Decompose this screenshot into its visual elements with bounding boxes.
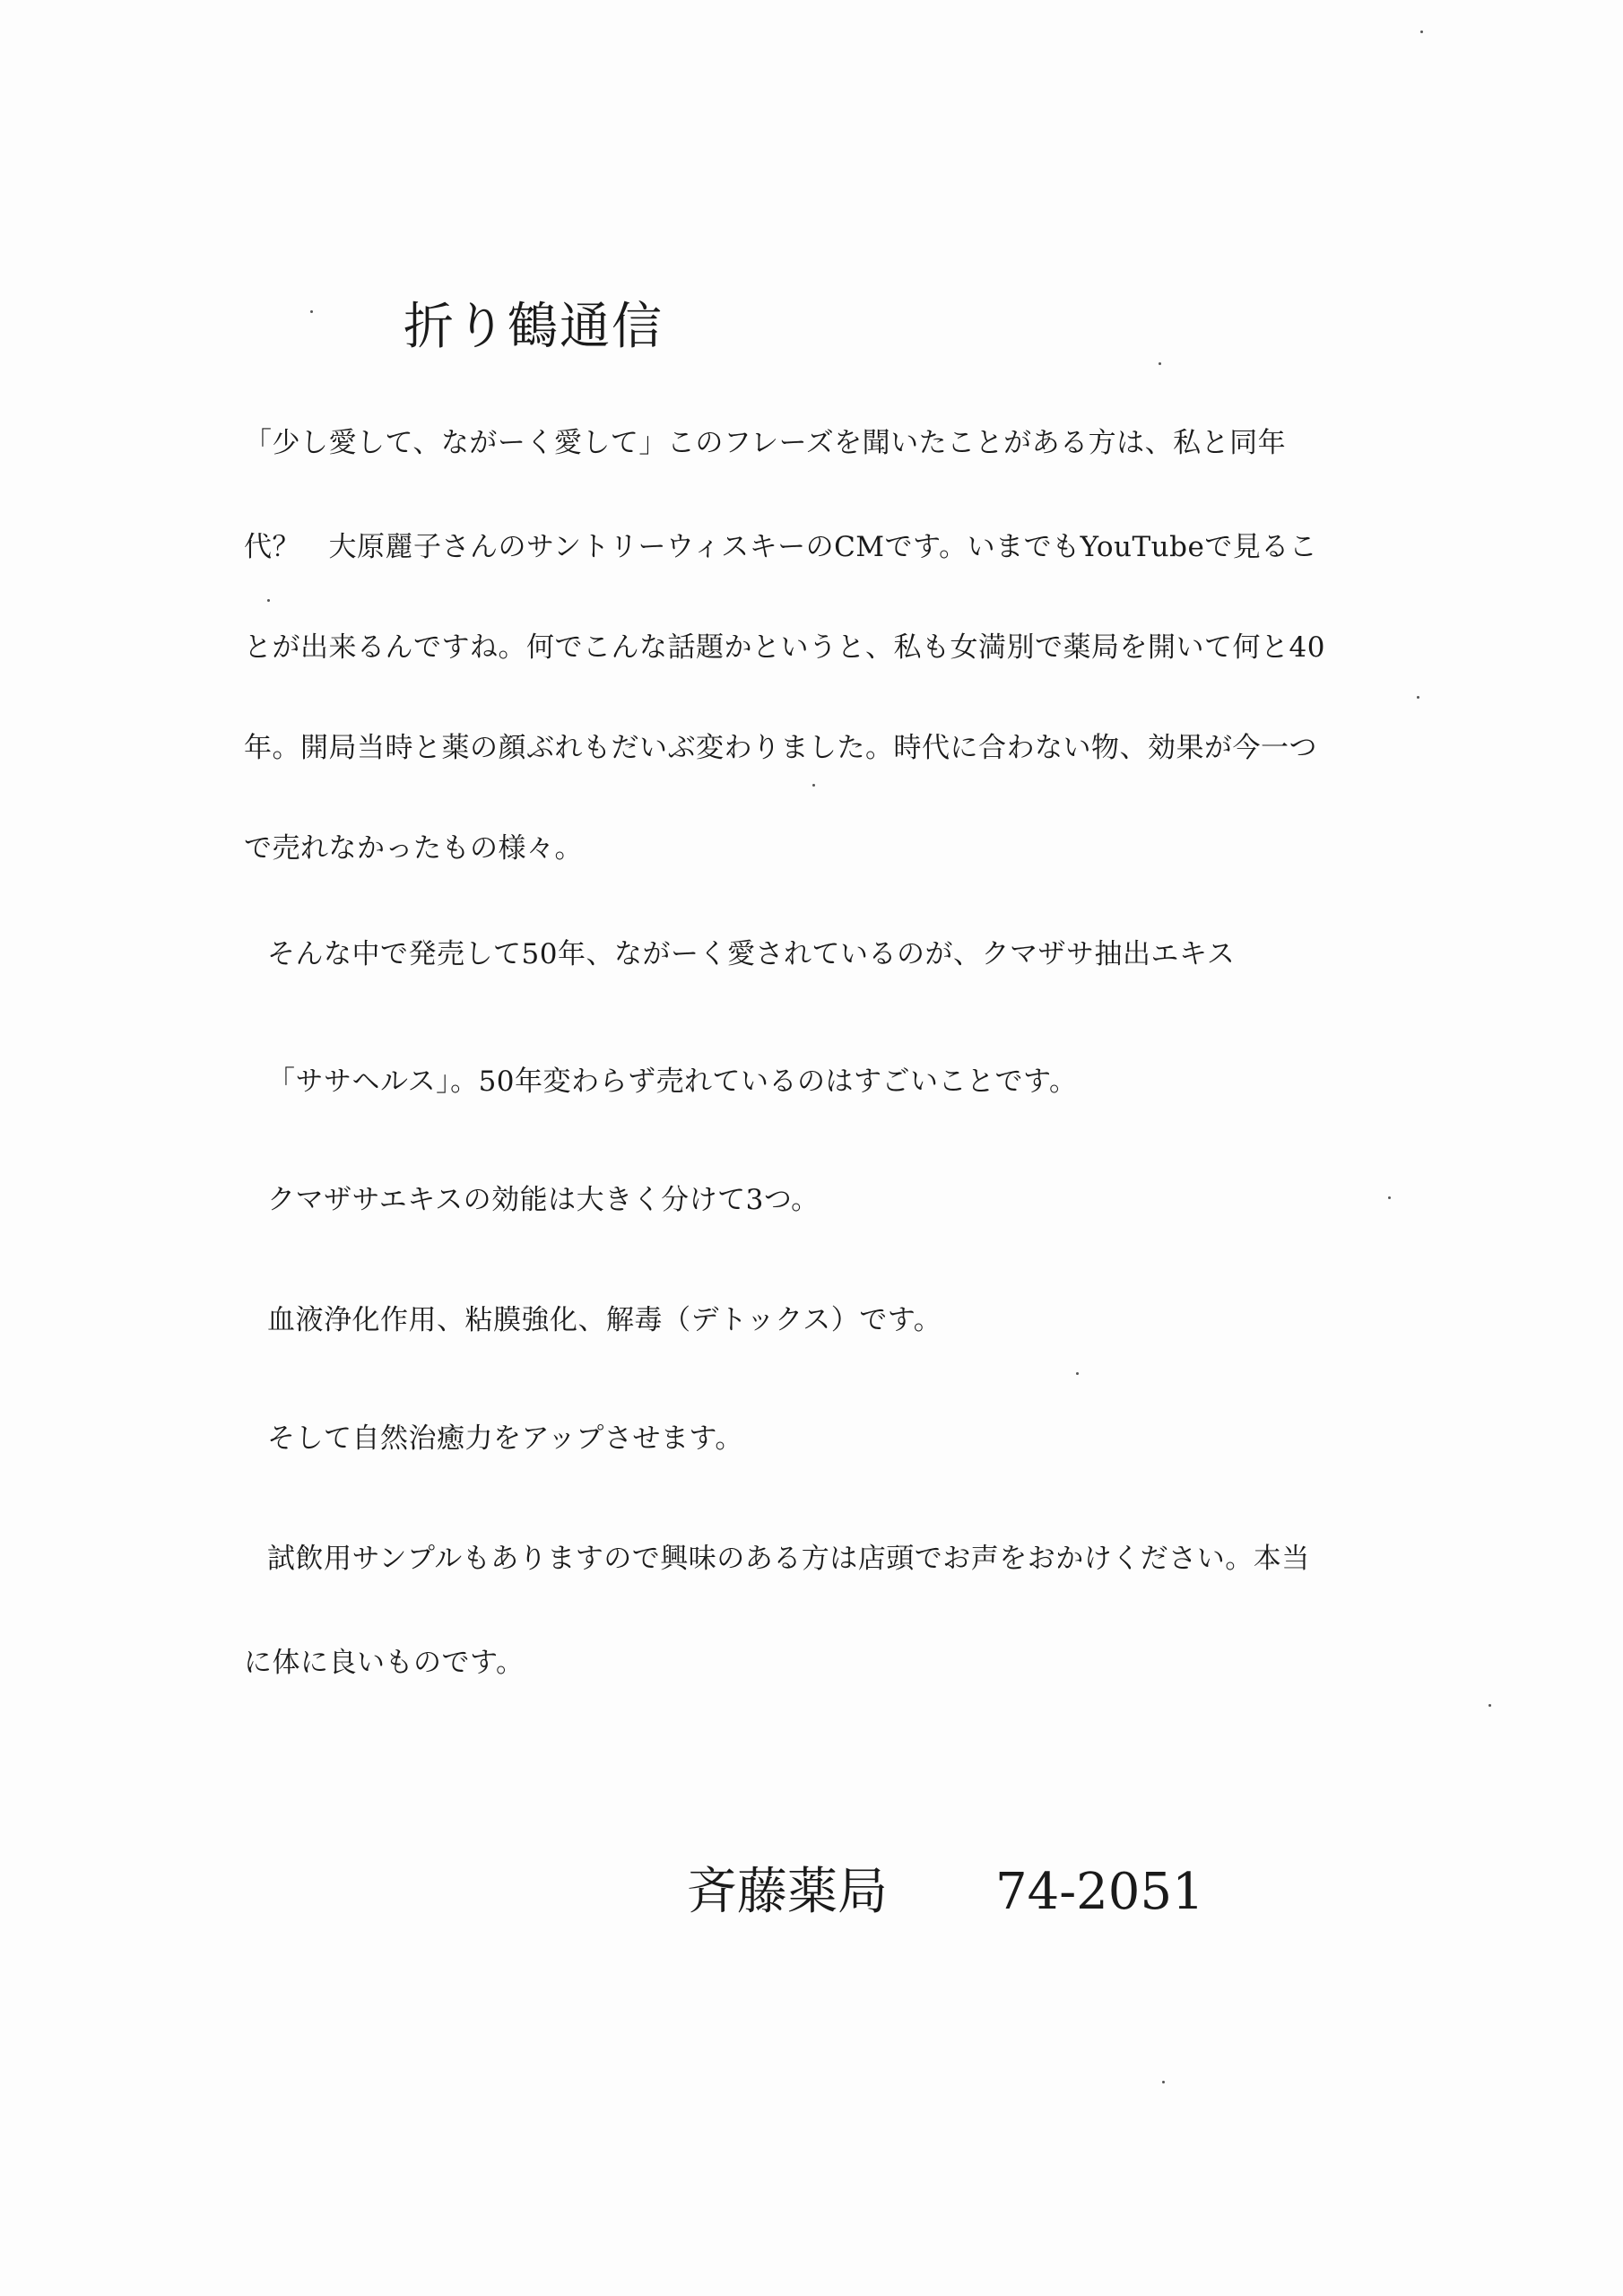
body-line: とが出来るんですね。何でこんな話題かというと、私も女満別で薬局を開いて何と40 bbox=[244, 631, 1325, 664]
signature bbox=[687, 1852, 1204, 1924]
body-line: クマザサエキスの効能は大きく分けて3つ。 bbox=[267, 1184, 820, 1216]
scan-speck bbox=[1488, 1704, 1491, 1707]
body-line: 試飲用サンプルもありますので興味のある方は店頭でお声をおかけください。本当 bbox=[267, 1543, 1310, 1575]
phone-number: 74-2051 bbox=[995, 1863, 1204, 1921]
scan-speck bbox=[1420, 30, 1423, 33]
shop-name: 斉藤薬局 bbox=[687, 1863, 888, 1921]
body-line: そんな中で発売して50年、ながーく愛されているのが、クマザサ抽出エキス bbox=[267, 938, 1236, 970]
body-line: そして自然治癒力をアップさせます。 bbox=[267, 1422, 743, 1455]
body-line: 代？ 大原麗子さんのサントリーウィスキーのCMです。いまでもYouTubeで見るこ bbox=[244, 531, 1318, 563]
scan-speck bbox=[1076, 1372, 1079, 1375]
scan-speck bbox=[1159, 362, 1161, 365]
scan-speck bbox=[267, 599, 270, 602]
body-line: 血液浄化作用、粘膜強化、解毒（デトックス）です。 bbox=[267, 1304, 942, 1336]
document-title: 折り鶴通信 bbox=[404, 298, 664, 356]
scan-speck bbox=[812, 784, 815, 787]
scan-speck bbox=[1417, 696, 1419, 699]
body-line: 「少し愛して、ながーく愛して」このフレーズを聞いたことがある方は、私と同年 bbox=[244, 427, 1287, 459]
body-line: で売れなかったもの様々。 bbox=[244, 832, 583, 865]
body-line: に体に良いものです。 bbox=[244, 1647, 525, 1679]
scan-speck bbox=[310, 310, 313, 313]
scan-speck bbox=[1388, 1196, 1391, 1199]
body-line: 「ササヘルス」。50年変わらず売れているのはすごいことです。 bbox=[267, 1065, 1078, 1098]
body-line: 年。開局当時と薬の顔ぶれもだいぶ変わりました。時代に合わない物、効果が今一つ bbox=[244, 732, 1317, 764]
scan-speck bbox=[1162, 2081, 1165, 2083]
